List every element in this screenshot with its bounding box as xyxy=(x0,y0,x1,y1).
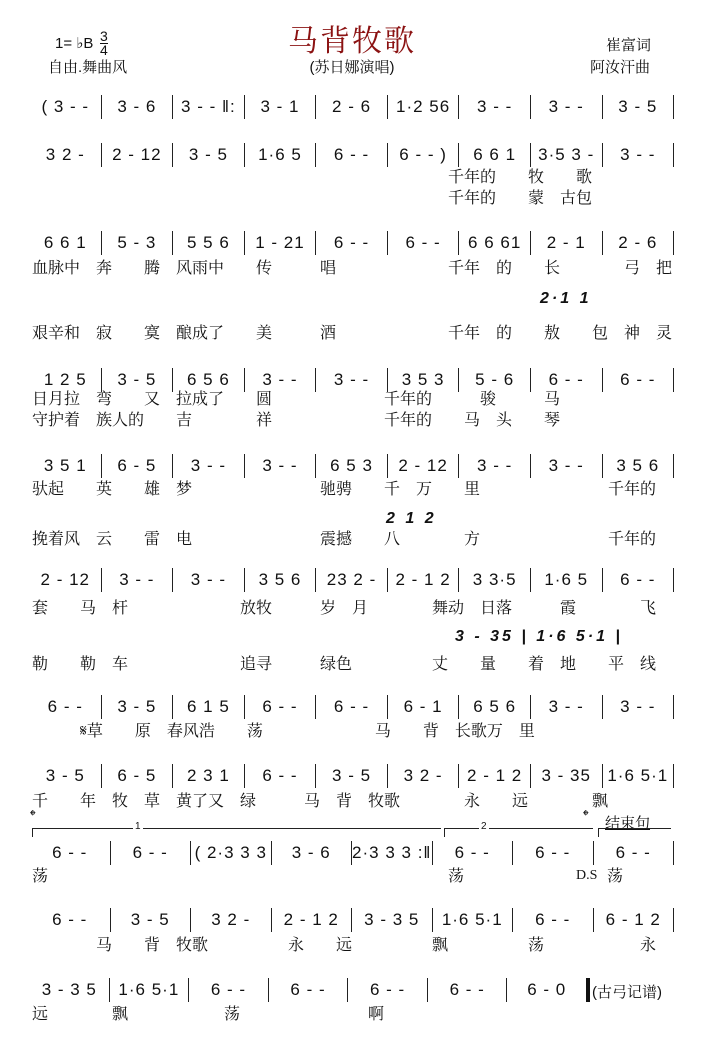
measure: 6 5 6 xyxy=(173,368,245,392)
measure: 3 - - xyxy=(603,143,675,167)
measure: 6 - - xyxy=(388,231,460,255)
measure: 1·6 5·1 xyxy=(603,764,675,788)
measure: 6 - 1 2 xyxy=(594,908,675,932)
alt-notes: 3 - 35 | 1·6 5·1 | xyxy=(455,628,623,645)
measure: 1 2 5 xyxy=(30,368,102,392)
measure: 2 - 1 2 xyxy=(388,568,460,592)
measure: 2·3 3 3 :‖ xyxy=(352,841,433,865)
coda-icon: 𝄌 xyxy=(583,808,589,825)
measure: 5 - 6 xyxy=(459,368,531,392)
measure: 6 - - xyxy=(316,231,388,255)
score-row xyxy=(30,764,674,788)
measure: 3·5 3 - xyxy=(531,143,603,167)
lyric-line: 日月拉 弯 又 拉成了 圆 千年的 骏 马 xyxy=(32,391,561,408)
measure: 3 2 - xyxy=(191,908,272,932)
measure: 3 - - xyxy=(102,568,174,592)
measure: 6 - - xyxy=(531,368,603,392)
lyric-line: 血脉中 奔 腾 风雨中 传 唱 千年 的 长 弓 把 xyxy=(32,260,673,277)
lyric-line: 艰辛和 寂 寞 酿成了 美 酒 千年 的 敖 包 神 灵 xyxy=(32,325,673,342)
lyric-line: 守护着 族人的 吉 祥 千年的 马 头 琴 xyxy=(32,412,561,429)
measure: 3 5 3 xyxy=(388,368,460,392)
measure: 6 - - xyxy=(189,978,269,1002)
measure: 23 2 - xyxy=(316,568,388,592)
song-title: 马背牧歌 xyxy=(288,25,416,58)
measure: 6 - - xyxy=(433,841,514,865)
measure: 3 - - xyxy=(173,568,245,592)
lyricist-credit: 崔富词 xyxy=(606,37,652,54)
lyric-line: 千年的 蒙 古包 xyxy=(32,190,593,207)
lyric-line: 挽着风 云 雷 电 震撼 八 方 千年的 xyxy=(32,531,657,548)
measure: 6 - - xyxy=(348,978,428,1002)
measure: 3 - 3 5 xyxy=(30,978,110,1002)
measure: 2 - 1 xyxy=(531,231,603,255)
volta-2-number: 2 xyxy=(481,821,487,832)
measure: 3 - 5 xyxy=(316,764,388,788)
measure: 3 - - xyxy=(459,95,531,119)
measure: 3 - 5 xyxy=(102,695,174,719)
ds-marking: D.S xyxy=(576,868,598,883)
measure: 3 - 1 xyxy=(245,95,317,119)
measure: 3 - - xyxy=(603,695,675,719)
lyric-line: 千年的 牧 歌 xyxy=(32,169,593,186)
measure: 6 - - xyxy=(111,841,192,865)
measure: 3 - 5 xyxy=(173,143,245,167)
measure: 6 1 5 xyxy=(173,695,245,719)
ending-bracket xyxy=(598,828,671,837)
measure: 6 6 1 xyxy=(30,231,102,255)
measure: 1·2 56 xyxy=(388,95,460,119)
measure: 6 - - xyxy=(316,695,388,719)
measure: 1 - 21 xyxy=(245,231,317,255)
measure: 6 - - xyxy=(30,695,102,719)
score-row xyxy=(30,841,674,865)
measure: 3 - - xyxy=(245,454,317,478)
score-row xyxy=(30,143,674,167)
composer-credit: 阿汝汗曲 xyxy=(590,59,651,76)
measure: 1·6 5·1 xyxy=(110,978,190,1002)
score-row xyxy=(30,695,674,719)
measure: 3 - 5 xyxy=(111,908,192,932)
lyric-line: 千 年 牧 草 黄了又 绿 马 背 牧歌 永 远 飘 xyxy=(32,793,609,810)
score-row xyxy=(30,978,590,1002)
volta-1-number: 1 xyxy=(135,821,141,832)
measure: 6 - - xyxy=(513,841,594,865)
measure: 6 - 0 xyxy=(507,978,590,1002)
measure: 3 5 6 xyxy=(603,454,675,478)
measure: 3 - - xyxy=(245,368,317,392)
measure: 6 - - xyxy=(30,908,111,932)
measure: 2 - 12 xyxy=(388,454,460,478)
measure: 6 - - xyxy=(513,908,594,932)
measure: 6 - 5 xyxy=(102,764,174,788)
measure: 6 5 6 xyxy=(459,695,531,719)
measure: 3 - 5 xyxy=(102,368,174,392)
time-signature-top: 3 xyxy=(100,28,108,44)
measure: 1·6 5 xyxy=(531,568,603,592)
measure: 2 3 1 xyxy=(173,764,245,788)
ending-label: 结束句 xyxy=(605,815,651,832)
measure: 3 3·5 xyxy=(459,568,531,592)
measure: 3 - - xyxy=(316,368,388,392)
measure: 2 - 6 xyxy=(316,95,388,119)
lyric-line: 远 飘 荡 啊 xyxy=(32,1006,385,1023)
lyric-line: 𝄋草 原 春风浩 荡 马 背 长歌万 里 xyxy=(32,723,535,740)
measure: 6 6 61 xyxy=(459,231,531,255)
measure: 6 - - xyxy=(245,695,317,719)
score-row xyxy=(30,95,674,119)
measure: 3 - - xyxy=(531,95,603,119)
measure: 3 - 6 xyxy=(102,95,174,119)
measure: 1·6 5·1 xyxy=(433,908,514,932)
key-signature: 1= ♭B xyxy=(55,35,94,52)
measure: 6 - - xyxy=(316,143,388,167)
score-row xyxy=(30,568,674,592)
measure: 3 - - xyxy=(173,454,245,478)
measure: 3 - - xyxy=(531,695,603,719)
measure: 6 - 1 xyxy=(388,695,460,719)
alt-notes: 2 1 2 xyxy=(386,510,437,527)
volta-1 xyxy=(32,821,441,837)
measure: 3 - 6 xyxy=(272,841,353,865)
measure: 3 - 3 5 xyxy=(352,908,433,932)
measure: 6 - - xyxy=(269,978,349,1002)
measure: 6 - - xyxy=(428,978,508,1002)
measure: 3 - - xyxy=(531,454,603,478)
alt-notes: 2·1 1 xyxy=(540,290,592,307)
measure: 2 - 12 xyxy=(102,143,174,167)
measure: 6 - - xyxy=(603,568,675,592)
volta-2 xyxy=(444,821,593,837)
measure: 3 5 1 xyxy=(30,454,102,478)
score-row xyxy=(30,231,674,255)
lyric-line: 驮起 英 雄 梦 驰骋 千 万 里 千年的 xyxy=(32,481,657,498)
score-row xyxy=(30,454,674,478)
lyric-line: 勒 勒 车 追寻 绿色 丈 量 着 地 平 线 xyxy=(32,656,657,673)
measure: 6 5 3 xyxy=(316,454,388,478)
measure: 6 - 5 xyxy=(102,454,174,478)
measure: 3 - 5 xyxy=(603,95,675,119)
measure: 2 - 1 2 xyxy=(459,764,531,788)
measure: ( 2·3 3 3 xyxy=(191,841,272,865)
measure: 5 5 6 xyxy=(173,231,245,255)
tempo-marking: 自由.舞曲风 xyxy=(48,59,128,76)
measure: 6 - - xyxy=(603,368,675,392)
measure: 2 - 12 xyxy=(30,568,102,592)
score-row xyxy=(30,908,674,932)
measure: 3 2 - xyxy=(388,764,460,788)
measure: 3 5 6 xyxy=(245,568,317,592)
singer-credit: (苏日娜演唱) xyxy=(309,59,395,76)
measure: 2 - 6 xyxy=(603,231,675,255)
measure: 5 - 3 xyxy=(102,231,174,255)
measure: 6 - - ) xyxy=(388,143,460,167)
measure: 3 - 5 xyxy=(30,764,102,788)
measure: 3 2 - xyxy=(30,143,102,167)
measure: 6 6 1 xyxy=(459,143,531,167)
lyric-line: 荡 荡 xyxy=(32,868,465,885)
measure: 6 - - xyxy=(30,841,111,865)
measure: 1·6 5 xyxy=(245,143,317,167)
measure: 6 - - xyxy=(594,841,675,865)
measure: ( 3 - - xyxy=(30,95,102,119)
measure: 3 - - xyxy=(459,454,531,478)
time-signature-bottom: 4 xyxy=(100,42,108,58)
coda-icon: 𝄌 xyxy=(30,808,36,825)
source-note: (古弓记谱) xyxy=(592,984,662,1001)
measure: 3 - 35 xyxy=(531,764,603,788)
score-row xyxy=(30,368,674,392)
measure: 3 - - ‖: xyxy=(173,95,245,119)
lyric-line: 套 马 杆 放牧 岁 月 舞动 日落 霞 飞 xyxy=(32,600,657,617)
lyric-line: 荡 xyxy=(607,868,624,885)
measure: 6 - - xyxy=(245,764,317,788)
lyric-line: 马 背 牧歌 永 远 飘 荡 永 xyxy=(32,937,657,954)
measure: 2 - 1 2 xyxy=(272,908,353,932)
